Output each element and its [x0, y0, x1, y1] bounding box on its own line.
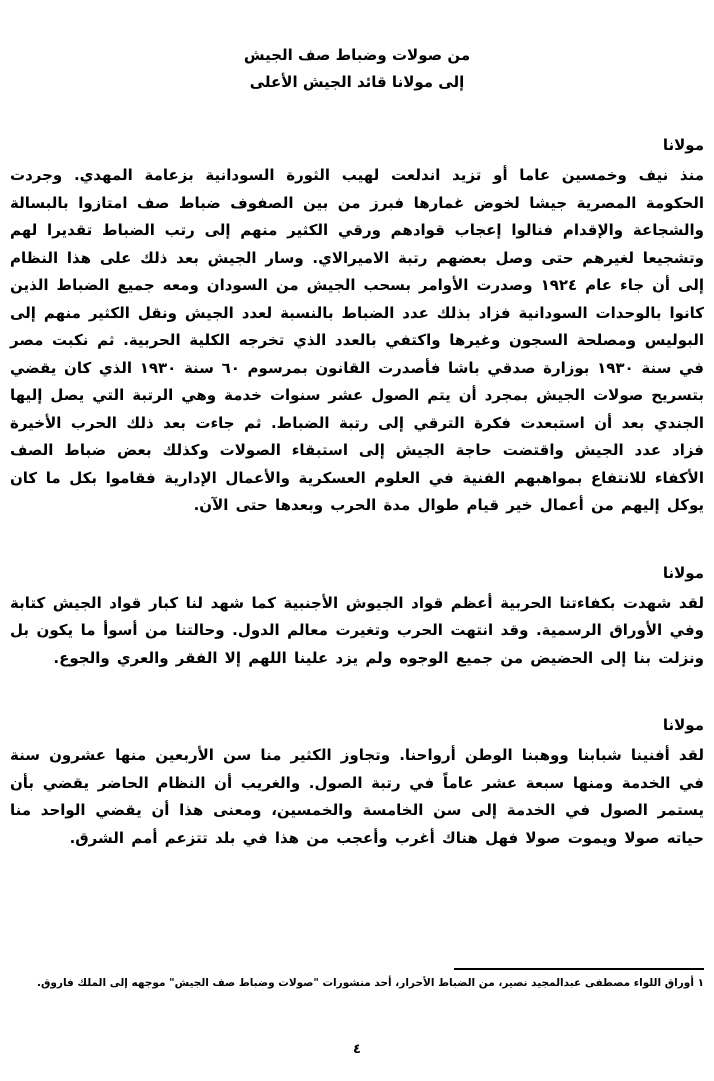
section-1 [10, 132, 704, 520]
title-line-1: من صولات وضباط صف الجيش [243, 46, 471, 64]
body-paragraph: منذ نيف وخمسين عاما أو تزيد اندلعت لهيب الثورة السودانية بزعامة المهدي. وجردت الحكومة المصرية جيشا لخوض غمارها فبرز من بين الصفوف ضباط صف امتازوا بالبسالة والشجاعة والإقدام فنالوا إعجاب قوادهم ورقي الكثير منهم إلى رتب الضباط تقديرا لهم وتشجيعا لغيرهم حتى وصل بعضهم رتبة الاميرالاي. وسار الجيش بعد ذلك على هذا النظام إلى أن جاء عام ١٩٢٤ وصدرت الأوامر بسحب الجيش من السودان ومعه جميع الضباط الذين كانوا بالوحدات السودانية فزاد بذلك عدد الضباط بالنسبة لعدد الجيش ونقل الكثير منهم إلى البوليس ومصلحة السجون وغيرها واكتفي بالعدد الذي تخرجه الكلية الحربية. ثم نكبت مصر في سنة ١٩٣٠ بوزارة صدقي باشا فأصدرت القانون بمرسوم ٦٠ سنة ١٩٣٠ الذي كان يقضي بتسريح صولات الجيش بمجرد أن يتم الصول عشر سنوات خدمة وهي الرتبة التي يصل إليها الجندي بعد أن استبعدت فكرة الترقي إلى رتبة الضباط. ثم جاءت بعد ذلك الحرب الأخيرة فزاد عدد الجيش واقتضت حاجة الجيش إلى استبقاء الصولات وكذلك بعض ضباط الصف الأكفاء للانتفاع بمواهبهم الفنية في العلوم العسكرية والأعمال الإدارية فقاموا بكل ما كان يوكل إليهم من أعمال خير قيام طوال مدة الحرب وبعدها حتى الآن. [10, 166, 704, 514]
salutation-heading: مولانا [662, 716, 704, 734]
footnote-divider [454, 968, 704, 970]
footnote-area [10, 968, 704, 991]
section-3 [10, 712, 704, 852]
body-paragraph: لقد أفنينا شبابنا ووهبنا الوطن أرواحنا. وتجاوز الكثير منا سن الأربعين منها عشرون سنة في الخدمة ومنها سبعة عشر عاماً في رتبة الصول. والغريب أن النظام الحاضر يقضي بأن يستمر الصول في الخدمة إلى سن الخامسة والخمسين، ومعنى هذا أن يقضي الواحد منا حياته صولا ويموت صولا فهل هناك أغرب وأعجب من هذا في بلد تتزعم أمم الشرق. [10, 746, 704, 847]
body-paragraph: لقد شهدت بكفاءتنا الحربية أعظم قواد الجيوش الأجنبية كما شهد لنا كبار قواد الجيش كتابة وفي الأوراق الرسمية. وقد انتهت الحرب وتغيرت معالم الدول. وحالتنا من أسوأ ما يكون بل ونزلت بنا إلى الحضيض من جميع الوجوه ولم يزد علينا اللهم إلا الفقر والعري والجوع. [10, 593, 704, 667]
section-2 [10, 560, 704, 673]
footnote-text: ١ أوراق اللواء مصطفى عبدالمجيد نصير، من الضباط الأحرار، أحد منشورات "صولات وضباط صف الجيش" موجهه إلى الملك فاروق. [37, 977, 704, 989]
salutation-heading: مولانا [662, 136, 704, 154]
title-line-2: إلى مولانا قائد الجيش الأعلى [249, 73, 465, 91]
salutation-heading: مولانا [662, 563, 704, 582]
document-title [10, 42, 704, 96]
page-number: ٤ [353, 1042, 361, 1057]
